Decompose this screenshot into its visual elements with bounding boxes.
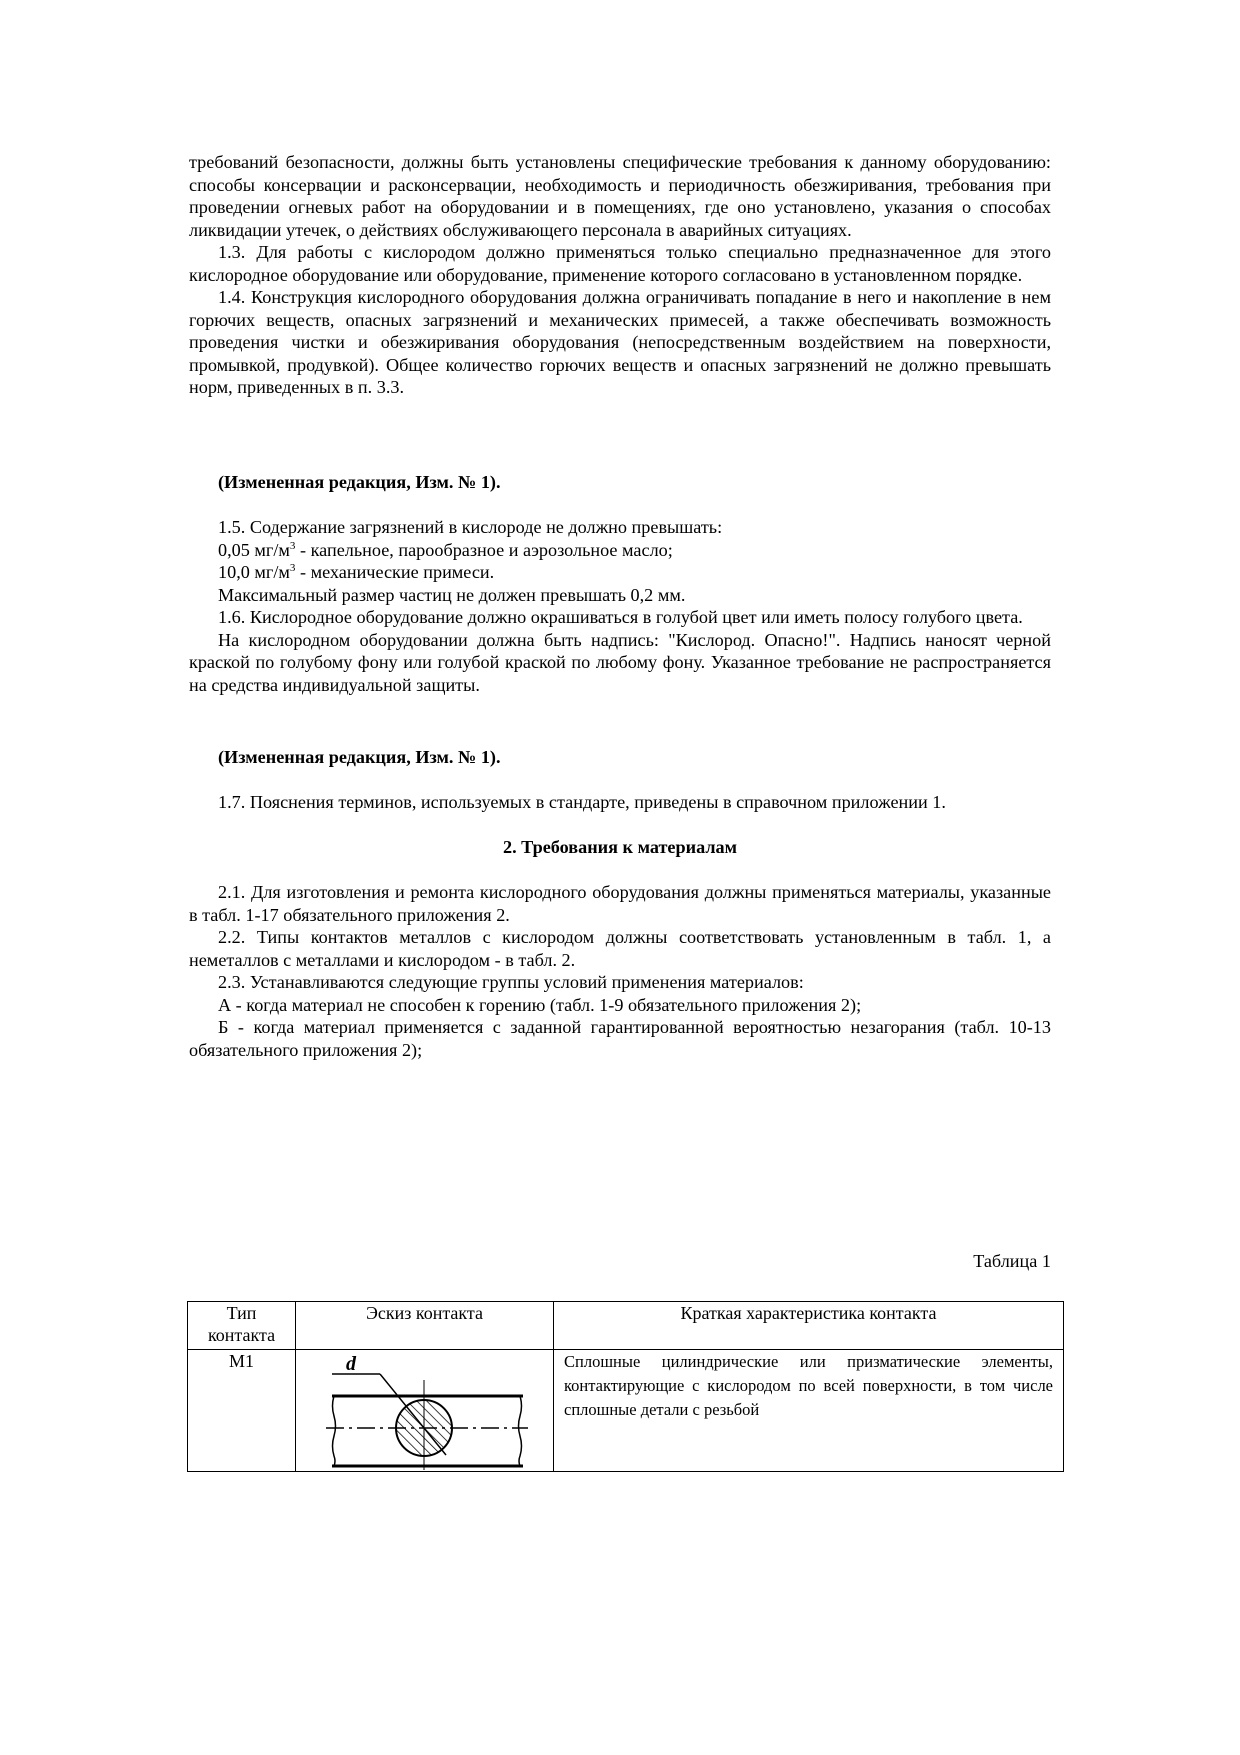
paragraph-1-3: 1.3. Для работы с кислородом должно применяться только специально предназначенное для этого кислородное оборудование или оборудование, применение которого согласовано в установленном порядке. (189, 242, 1051, 285)
diameter-label: d (346, 1353, 356, 1375)
paragraph-particle-size: Максимальный размер частиц не должен превышать 0,2 мм. (218, 584, 686, 605)
header-cell: Тип контакта (188, 1302, 296, 1350)
sketch-cell (296, 1350, 554, 1472)
paragraph: требований безопасности, должны быть установлены специфические требования к данному оборудованию: способы консервации и расконсервации, необходимость и периодичность обезжиривания, требования при проведении огневых работ на оборудовании и в помещениях, где оно установлено, указания о способах ликвидации утечек, о действиях обслуживающего персонала в аварийных ситуациях. (189, 152, 1051, 240)
paragraph-group-b: Б - когда материал применяется с заданной гарантированной вероятностью незагорания (табл. 10-13 обязательного приложения 2); (189, 1017, 1051, 1060)
amendment-note: (Измененная редакция, Изм. № 1). (218, 472, 501, 492)
description-cell: Сплошные цилиндрические или призматические элементы, контактирующие с кислородом по всей поверхности, в том числе сплошные детали с резьбой (554, 1350, 1064, 1472)
paragraph-group-a: А - когда материал не способен к горению (табл. 1-9 обязательного приложения 2); (218, 994, 862, 1015)
contact-types-table (187, 1301, 1064, 1472)
paragraph-1-5: 1.5. Содержание загрязнений в кислороде не должно превышать: (218, 517, 723, 537)
contact-type-cell: М1 (188, 1350, 296, 1472)
header-cell: Эскиз контакта (296, 1302, 554, 1350)
paragraph-2-1: 2.1. Для изготовления и ремонта кислородного оборудования должны применяться материалы, указанные в табл. 1-17 обязательного приложения 2. (189, 882, 1051, 925)
paragraph-impurity-limit: 10,0 $мг/м^3$ - механические примеси. (218, 561, 495, 582)
header-cell: Краткая характеристика контакта (554, 1302, 1064, 1350)
text-block-3 (189, 881, 1051, 1061)
contact-sketch-image (296, 1350, 552, 1470)
text-block-2 (189, 516, 1051, 696)
paragraph-oil-limit: 0,05 $мг/м^3$ - капельное, парообразное и аэрозольное масло; (218, 539, 673, 560)
amendment-note: (Измененная редакция, Изм. № 1). (218, 747, 501, 767)
text-block-1 (189, 151, 1051, 399)
table-header-row (188, 1302, 1064, 1350)
section-heading: 2. Требования к материалам (502, 837, 738, 857)
table-caption: Таблица 1 (973, 1251, 1051, 1271)
paragraph-1-6: 1.6. Кислородное оборудование должно окрашиваться в голубой цвет или иметь полосу голубого цвета. (218, 607, 1023, 627)
paragraph-1-4: 1.4. Конструкция кислородного оборудования должна ограничивать попадание в него и накопление в нем горючих веществ, опасных загрязнений и механических примесей, а также обеспечивать возможность проведения чистки и обезжиривания оборудования (непосредственным воздействием на поверхности, промывкой, продувкой). Общее количество горючих веществ и опасных загрязнений не должно превышать норм, приведенных в п. 3.3. (189, 287, 1051, 397)
paragraph-2-2: 2.2. Типы контактов металлов с кислородом должны соответствовать установленным в табл. 1, а неметаллов с металлами и кислородом - в табл. 2. (189, 927, 1051, 970)
paragraph-inscription: На кислородном оборудовании должна быть надпись: "Кислород. Опасно!". Надпись наносят черной краской по голубому фону или голубой краской по любому фону. Указанное требование не распространяется на средства индивидуальной защиты. (189, 629, 1051, 695)
table-row (188, 1350, 1064, 1472)
paragraph-1-7: 1.7. Пояснения терминов, используемых в стандарте, приведены в справочном приложении 1. (218, 792, 946, 812)
paragraph-2-3: 2.3. Устанавливаются следующие группы условий применения материалов: (218, 972, 804, 992)
